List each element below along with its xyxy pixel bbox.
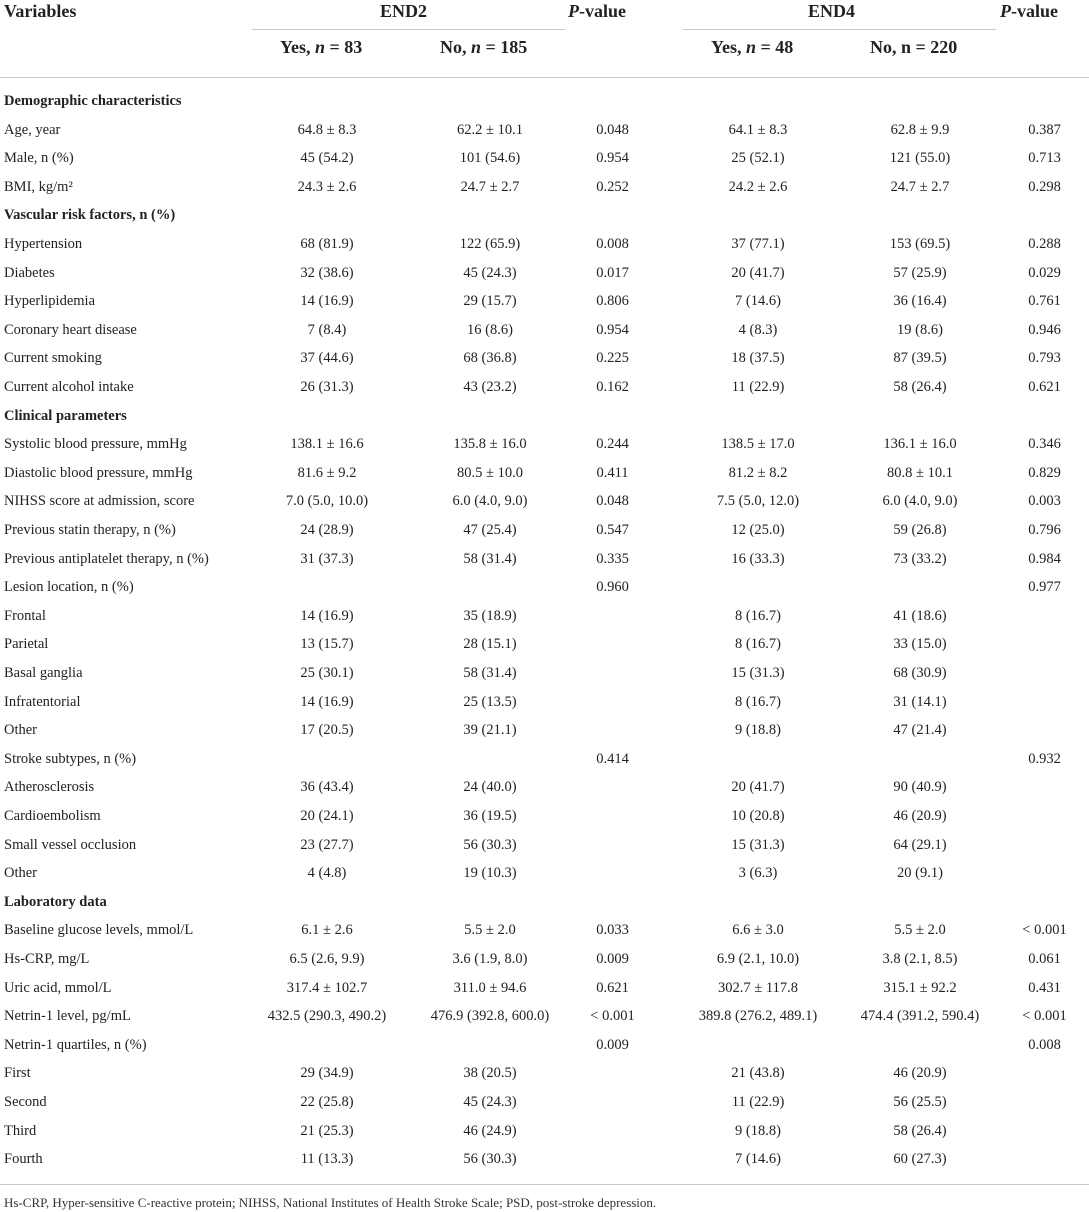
table-cell: 47 (21.4) bbox=[893, 722, 947, 739]
table-cell: 80.8 ± 10.1 bbox=[887, 464, 953, 481]
table-cell: 0.288 bbox=[1028, 236, 1061, 252]
table-cell: 24.7 ± 2.7 bbox=[890, 178, 950, 195]
table-row bbox=[0, 779, 1089, 807]
row-label: Vascular risk factors, n (%) bbox=[4, 207, 176, 224]
bottom-rule bbox=[0, 1184, 1089, 1185]
row-label: Current smoking bbox=[4, 350, 102, 367]
row-label: Netrin-1 quartiles, n (%) bbox=[4, 1036, 147, 1053]
row-label: Infratentorial bbox=[4, 693, 81, 710]
table-row bbox=[0, 751, 1089, 779]
table-cell: 10 (20.8) bbox=[731, 808, 785, 824]
row-label: Age, year bbox=[4, 121, 61, 138]
table-cell: 32 (38.6) bbox=[300, 264, 354, 281]
table-cell: 0.029 bbox=[1028, 264, 1061, 281]
table-row bbox=[0, 1094, 1089, 1122]
table-row bbox=[0, 1008, 1089, 1036]
row-label: Diabetes bbox=[4, 264, 55, 281]
table-cell: 59 (26.8) bbox=[893, 522, 947, 538]
table-cell: 31 (14.1) bbox=[893, 693, 947, 710]
table-cell: 16 (33.3) bbox=[731, 550, 785, 567]
table-cell: 121 (55.0) bbox=[889, 150, 951, 167]
table-cell: 24.7 ± 2.7 bbox=[460, 178, 520, 195]
table-cell: 24 (28.9) bbox=[300, 522, 354, 538]
header-variables: Variables bbox=[4, 1, 77, 21]
row-label: Parietal bbox=[4, 636, 49, 653]
table-cell: 24.3 ± 2.6 bbox=[297, 178, 357, 195]
table-row bbox=[0, 379, 1089, 407]
table-cell: 3.8 (2.1, 8.5) bbox=[882, 951, 958, 967]
table-cell: 45 (24.3) bbox=[463, 264, 517, 281]
table-cell: 25 (52.1) bbox=[731, 150, 785, 167]
table-cell: 6.0 (4.0, 9.0) bbox=[882, 493, 958, 510]
table-cell: 20 (41.7) bbox=[731, 779, 785, 796]
row-label: Previous statin therapy, n (%) bbox=[4, 522, 176, 538]
table-cell: 9 (18.8) bbox=[735, 1122, 781, 1139]
header-group-end2: END2 bbox=[380, 1, 428, 21]
section-header-row bbox=[0, 894, 1089, 922]
table-cell: 73 (33.2) bbox=[893, 550, 947, 567]
table-row bbox=[0, 350, 1089, 378]
header-pvalue-2: P-value bbox=[1000, 1, 1058, 21]
table-cell: 4 (8.3) bbox=[738, 321, 778, 338]
table-cell: 29 (34.9) bbox=[300, 1065, 354, 1082]
header-group-end4: END4 bbox=[808, 1, 856, 21]
table-cell: 0.713 bbox=[1028, 150, 1061, 167]
table-cell: 6.9 (2.1, 10.0) bbox=[716, 951, 800, 967]
table-cell: 0.547 bbox=[596, 522, 629, 538]
table-cell: 0.621 bbox=[596, 979, 629, 996]
table-cell: 0.048 bbox=[596, 493, 629, 510]
table-cell: 7.0 (5.0, 10.0) bbox=[285, 493, 369, 510]
table-cell: 135.8 ± 16.0 bbox=[453, 436, 527, 453]
table-cell: 0.009 bbox=[596, 951, 629, 967]
row-label: Stroke subtypes, n (%) bbox=[4, 750, 137, 767]
row-label: Basal ganglia bbox=[4, 665, 83, 681]
header-end2-no: No, n = 185 bbox=[440, 37, 528, 57]
table-cell: 0.008 bbox=[596, 236, 629, 252]
table-cell: 6.6 ± 3.0 bbox=[732, 922, 784, 939]
table-cell: 0.414 bbox=[596, 750, 629, 767]
table-cell: 0.793 bbox=[1028, 350, 1061, 367]
table-cell: 24.2 ± 2.6 bbox=[728, 178, 788, 195]
table-cell: 11 (22.9) bbox=[731, 1094, 785, 1110]
table-cell: 5.5 ± 2.0 bbox=[464, 922, 516, 939]
table-cell: 0.061 bbox=[1028, 951, 1061, 967]
row-label: Previous antiplatelet therapy, n (%) bbox=[4, 550, 209, 567]
table-cell: 0.806 bbox=[596, 293, 629, 310]
table-row bbox=[0, 551, 1089, 579]
row-label: First bbox=[4, 1065, 31, 1082]
table-cell: 0.346 bbox=[1028, 436, 1061, 453]
row-label: Frontal bbox=[4, 607, 46, 624]
table-row bbox=[0, 837, 1089, 865]
row-label: Other bbox=[4, 865, 38, 882]
table-cell: 8 (16.7) bbox=[735, 636, 781, 653]
table-cell: 81.2 ± 8.2 bbox=[728, 464, 788, 481]
row-label: Hyperlipidemia bbox=[4, 293, 96, 310]
table-cell: 6.5 (2.6, 9.9) bbox=[289, 951, 365, 967]
table-cell: 81.6 ± 9.2 bbox=[297, 464, 357, 481]
table-cell: 0.298 bbox=[1028, 178, 1061, 195]
table-row bbox=[0, 1151, 1089, 1179]
table-cell: 0.960 bbox=[596, 579, 629, 596]
row-label: BMI, kg/m² bbox=[4, 178, 73, 195]
table-cell: 46 (20.9) bbox=[893, 808, 947, 824]
table-cell: 0.008 bbox=[1028, 1036, 1061, 1053]
row-label: Small vessel occlusion bbox=[4, 836, 137, 853]
table-cell: 58 (31.4) bbox=[463, 665, 517, 681]
table-cell: 12 (25.0) bbox=[731, 522, 785, 538]
table-cell: 36 (43.4) bbox=[300, 779, 354, 796]
table-cell: 56 (25.5) bbox=[893, 1094, 947, 1110]
section-header-row bbox=[0, 207, 1089, 235]
table-cell: 0.225 bbox=[596, 350, 629, 367]
table-row bbox=[0, 122, 1089, 150]
table-cell: < 0.001 bbox=[1022, 1008, 1067, 1025]
row-label: Lesion location, n (%) bbox=[4, 579, 134, 596]
row-label: Current alcohol intake bbox=[4, 379, 134, 395]
row-label: Baseline glucose levels, mmol/L bbox=[4, 922, 194, 939]
row-label: Second bbox=[4, 1094, 47, 1110]
table-cell: 16 (8.6) bbox=[467, 321, 513, 338]
table-row bbox=[0, 665, 1089, 693]
table-cell: 20 (24.1) bbox=[300, 808, 354, 824]
row-label: NIHSS score at admission, score bbox=[4, 493, 195, 510]
table-cell: 58 (26.4) bbox=[893, 1122, 947, 1139]
row-label: Demographic characteristics bbox=[4, 93, 182, 109]
table-cell: 21 (43.8) bbox=[731, 1065, 785, 1082]
table-cell: 0.946 bbox=[1028, 321, 1061, 338]
row-label: Atherosclerosis bbox=[4, 779, 95, 796]
group-rule-end4 bbox=[683, 29, 996, 30]
section-header-row bbox=[0, 93, 1089, 121]
row-label: Laboratory data bbox=[4, 893, 107, 910]
table-row bbox=[0, 179, 1089, 207]
table-row bbox=[0, 865, 1089, 893]
table-cell: 0.761 bbox=[1028, 293, 1061, 310]
table-cell: 68 (30.9) bbox=[893, 665, 947, 681]
table-cell: 6.1 ± 2.6 bbox=[301, 922, 353, 939]
row-label: Clinical parameters bbox=[4, 407, 127, 424]
table-cell: 311.0 ± 94.6 bbox=[453, 979, 527, 996]
table-cell: 41 (18.6) bbox=[893, 607, 947, 624]
table-cell: 317.4 ± 102.7 bbox=[286, 979, 368, 996]
table-cell: 47 (25.4) bbox=[463, 522, 517, 538]
table-row bbox=[0, 694, 1089, 722]
table-cell: 9 (18.8) bbox=[735, 722, 781, 739]
row-label: Uric acid, mmol/L bbox=[4, 979, 112, 996]
table-cell: < 0.001 bbox=[590, 1008, 635, 1025]
table-cell: 0.932 bbox=[1028, 750, 1061, 767]
table-cell: 6.0 (4.0, 9.0) bbox=[452, 493, 528, 510]
table-cell: 80.5 ± 10.0 bbox=[457, 464, 523, 481]
table-cell: 14 (16.9) bbox=[300, 607, 354, 624]
table-cell: 7.5 (5.0, 12.0) bbox=[716, 493, 800, 510]
table-cell: 0.954 bbox=[596, 150, 629, 167]
table-cell: 13 (15.7) bbox=[300, 636, 354, 653]
table-row bbox=[0, 608, 1089, 636]
table-cell: 0.017 bbox=[596, 264, 629, 281]
table-cell: 0.977 bbox=[1028, 579, 1061, 596]
table-cell: 25 (30.1) bbox=[300, 665, 354, 681]
table-cell: 64 (29.1) bbox=[893, 836, 947, 853]
table-cell: 45 (54.2) bbox=[300, 150, 354, 167]
table-cell: 25 (13.5) bbox=[463, 693, 517, 710]
table-row bbox=[0, 1037, 1089, 1065]
table-cell: 68 (36.8) bbox=[463, 350, 517, 367]
table-cell: 87 (39.5) bbox=[893, 350, 947, 367]
table-cell: 14 (16.9) bbox=[300, 693, 354, 710]
table-cell: 90 (40.9) bbox=[893, 779, 947, 796]
table-cell: 4 (4.8) bbox=[307, 865, 347, 882]
table-cell: 7 (14.6) bbox=[735, 1151, 781, 1168]
table-cell: 43 (23.2) bbox=[463, 379, 517, 395]
table-row bbox=[0, 579, 1089, 607]
table-cell: 8 (16.7) bbox=[735, 607, 781, 624]
table-cell: 23 (27.7) bbox=[300, 836, 354, 853]
row-label: Other bbox=[4, 722, 38, 739]
row-label: Coronary heart disease bbox=[4, 321, 137, 338]
table-cell: 31 (37.3) bbox=[300, 550, 354, 567]
table-row bbox=[0, 808, 1089, 836]
table-cell: 0.003 bbox=[1028, 493, 1061, 510]
table-row bbox=[0, 493, 1089, 521]
table-cell: 68 (81.9) bbox=[300, 236, 354, 252]
table-row bbox=[0, 951, 1089, 979]
table-cell: 0.387 bbox=[1028, 121, 1061, 138]
table-cell: 3 (6.3) bbox=[738, 865, 778, 882]
table-cell: 20 (41.7) bbox=[731, 264, 785, 281]
table-cell: 58 (31.4) bbox=[463, 550, 517, 567]
table-cell: 138.5 ± 17.0 bbox=[721, 436, 795, 453]
table-footnote: Hs-CRP, Hyper-sensitive C-reactive protein; NIHSS, National Institutes of Health Stroke Scale; PSD, post-stroke depression. bbox=[4, 1195, 657, 1210]
table-cell: 302.7 ± 117.8 bbox=[718, 979, 798, 996]
table-cell: 136.1 ± 16.0 bbox=[883, 436, 957, 453]
table-cell: 0.796 bbox=[1028, 522, 1061, 538]
table-row bbox=[0, 1123, 1089, 1151]
table-cell: 7 (8.4) bbox=[307, 321, 347, 338]
table-row bbox=[0, 980, 1089, 1008]
table-cell: < 0.001 bbox=[1022, 922, 1067, 939]
table-cell: 0.048 bbox=[596, 121, 629, 138]
table-cell: 0.335 bbox=[596, 550, 629, 567]
table-cell: 33 (15.0) bbox=[893, 636, 947, 653]
table-row bbox=[0, 722, 1089, 750]
table-cell: 36 (19.5) bbox=[463, 808, 517, 824]
table-cell: 28 (15.1) bbox=[463, 636, 517, 653]
table-cell: 62.8 ± 9.9 bbox=[890, 121, 950, 138]
table-cell: 29 (15.7) bbox=[463, 293, 517, 310]
table-cell: 56 (30.3) bbox=[463, 836, 517, 853]
table-cell: 122 (65.9) bbox=[459, 236, 521, 252]
table-row bbox=[0, 322, 1089, 350]
row-label: Male, n (%) bbox=[4, 150, 74, 167]
table-cell: 0.162 bbox=[596, 379, 629, 395]
table-cell: 46 (20.9) bbox=[893, 1065, 947, 1082]
table-cell: 0.033 bbox=[596, 922, 629, 939]
table-cell: 26 (31.3) bbox=[300, 379, 354, 395]
table-cell: 8 (16.7) bbox=[735, 693, 781, 710]
table-cell: 57 (25.9) bbox=[893, 264, 947, 281]
table-cell: 15 (31.3) bbox=[731, 836, 785, 853]
table-cell: 37 (77.1) bbox=[731, 236, 785, 252]
header-end2-yes: Yes, n = 83 bbox=[280, 37, 363, 57]
table-cell: 45 (24.3) bbox=[463, 1094, 517, 1110]
table-cell: 17 (20.5) bbox=[300, 722, 354, 739]
table-cell: 0.829 bbox=[1028, 464, 1061, 481]
table-cell: 0.411 bbox=[596, 464, 629, 481]
table-cell: 153 (69.5) bbox=[889, 236, 951, 252]
table-row bbox=[0, 1065, 1089, 1093]
table-cell: 0.252 bbox=[596, 178, 629, 195]
table-cell: 36 (16.4) bbox=[893, 293, 947, 310]
table-cell: 38 (20.5) bbox=[463, 1065, 517, 1082]
row-label: Third bbox=[4, 1122, 37, 1139]
table-cell: 7 (14.6) bbox=[735, 293, 781, 310]
table-cell: 138.1 ± 16.6 bbox=[290, 436, 364, 453]
table-cell: 21 (25.3) bbox=[300, 1122, 354, 1139]
table-cell: 39 (21.1) bbox=[463, 722, 517, 739]
row-label: Hypertension bbox=[4, 236, 83, 252]
table-cell: 22 (25.8) bbox=[300, 1094, 354, 1110]
table-cell: 15 (31.3) bbox=[731, 665, 785, 681]
table-cell: 0.954 bbox=[596, 321, 629, 338]
table-cell: 18 (37.5) bbox=[731, 350, 785, 367]
table-cell: 14 (16.9) bbox=[300, 293, 354, 310]
header-end4-no: No, n = 220 bbox=[870, 37, 958, 57]
table-cell: 64.1 ± 8.3 bbox=[728, 121, 788, 138]
row-label: Diastolic blood pressure, mmHg bbox=[4, 464, 193, 481]
table-cell: 0.244 bbox=[596, 436, 629, 453]
row-label: Fourth bbox=[4, 1151, 43, 1168]
table-row bbox=[0, 150, 1089, 178]
table-cell: 432.5 (290.3, 490.2) bbox=[267, 1008, 387, 1025]
table-cell: 58 (26.4) bbox=[893, 379, 947, 395]
table-row bbox=[0, 465, 1089, 493]
table-row bbox=[0, 436, 1089, 464]
table-cell: 19 (10.3) bbox=[463, 865, 517, 882]
table-cell: 46 (24.9) bbox=[463, 1122, 517, 1139]
table-row bbox=[0, 236, 1089, 264]
table-row bbox=[0, 293, 1089, 321]
table-cell: 474.4 (391.2, 590.4) bbox=[860, 1008, 980, 1025]
table-cell: 0.621 bbox=[1028, 379, 1061, 395]
row-label: Hs-CRP, mg/L bbox=[4, 951, 90, 967]
table-cell: 315.1 ± 92.2 bbox=[883, 979, 957, 996]
table-row bbox=[0, 522, 1089, 550]
table-cell: 64.8 ± 8.3 bbox=[297, 121, 357, 138]
table-row bbox=[0, 922, 1089, 950]
row-label: Cardioembolism bbox=[4, 808, 101, 824]
table-cell: 0.431 bbox=[1028, 979, 1061, 996]
group-rule-end2 bbox=[252, 29, 565, 30]
row-label: Systolic blood pressure, mmHg bbox=[4, 436, 187, 453]
section-header-row bbox=[0, 408, 1089, 436]
table-cell: 3.6 (1.9, 8.0) bbox=[452, 951, 528, 967]
row-label: Netrin-1 level, pg/mL bbox=[4, 1008, 131, 1025]
table-cell: 37 (44.6) bbox=[300, 350, 354, 367]
table-cell: 35 (18.9) bbox=[463, 607, 517, 624]
table-cell: 19 (8.6) bbox=[897, 321, 943, 338]
table-cell: 476.9 (392.8, 600.0) bbox=[430, 1008, 550, 1025]
table-cell: 11 (22.9) bbox=[731, 379, 785, 395]
header-pvalue-1: P-value bbox=[568, 1, 626, 21]
table-cell: 56 (30.3) bbox=[463, 1151, 517, 1168]
table-cell: 24 (40.0) bbox=[463, 779, 517, 796]
table-row bbox=[0, 636, 1089, 664]
table-cell: 20 (9.1) bbox=[897, 865, 943, 882]
table-cell: 101 (54.6) bbox=[459, 150, 521, 167]
table-cell: 60 (27.3) bbox=[893, 1151, 947, 1168]
table-cell: 5.5 ± 2.0 bbox=[894, 922, 946, 939]
header-rule bbox=[0, 77, 1089, 78]
table-cell: 389.8 (276.2, 489.1) bbox=[698, 1008, 818, 1025]
table-cell: 11 (13.3) bbox=[300, 1151, 354, 1168]
table-row bbox=[0, 265, 1089, 293]
table-cell: 0.984 bbox=[1028, 550, 1061, 567]
table-cell: 0.009 bbox=[596, 1036, 629, 1053]
header-end4-yes: Yes, n = 48 bbox=[711, 37, 794, 57]
table-cell: 62.2 ± 10.1 bbox=[457, 121, 523, 138]
